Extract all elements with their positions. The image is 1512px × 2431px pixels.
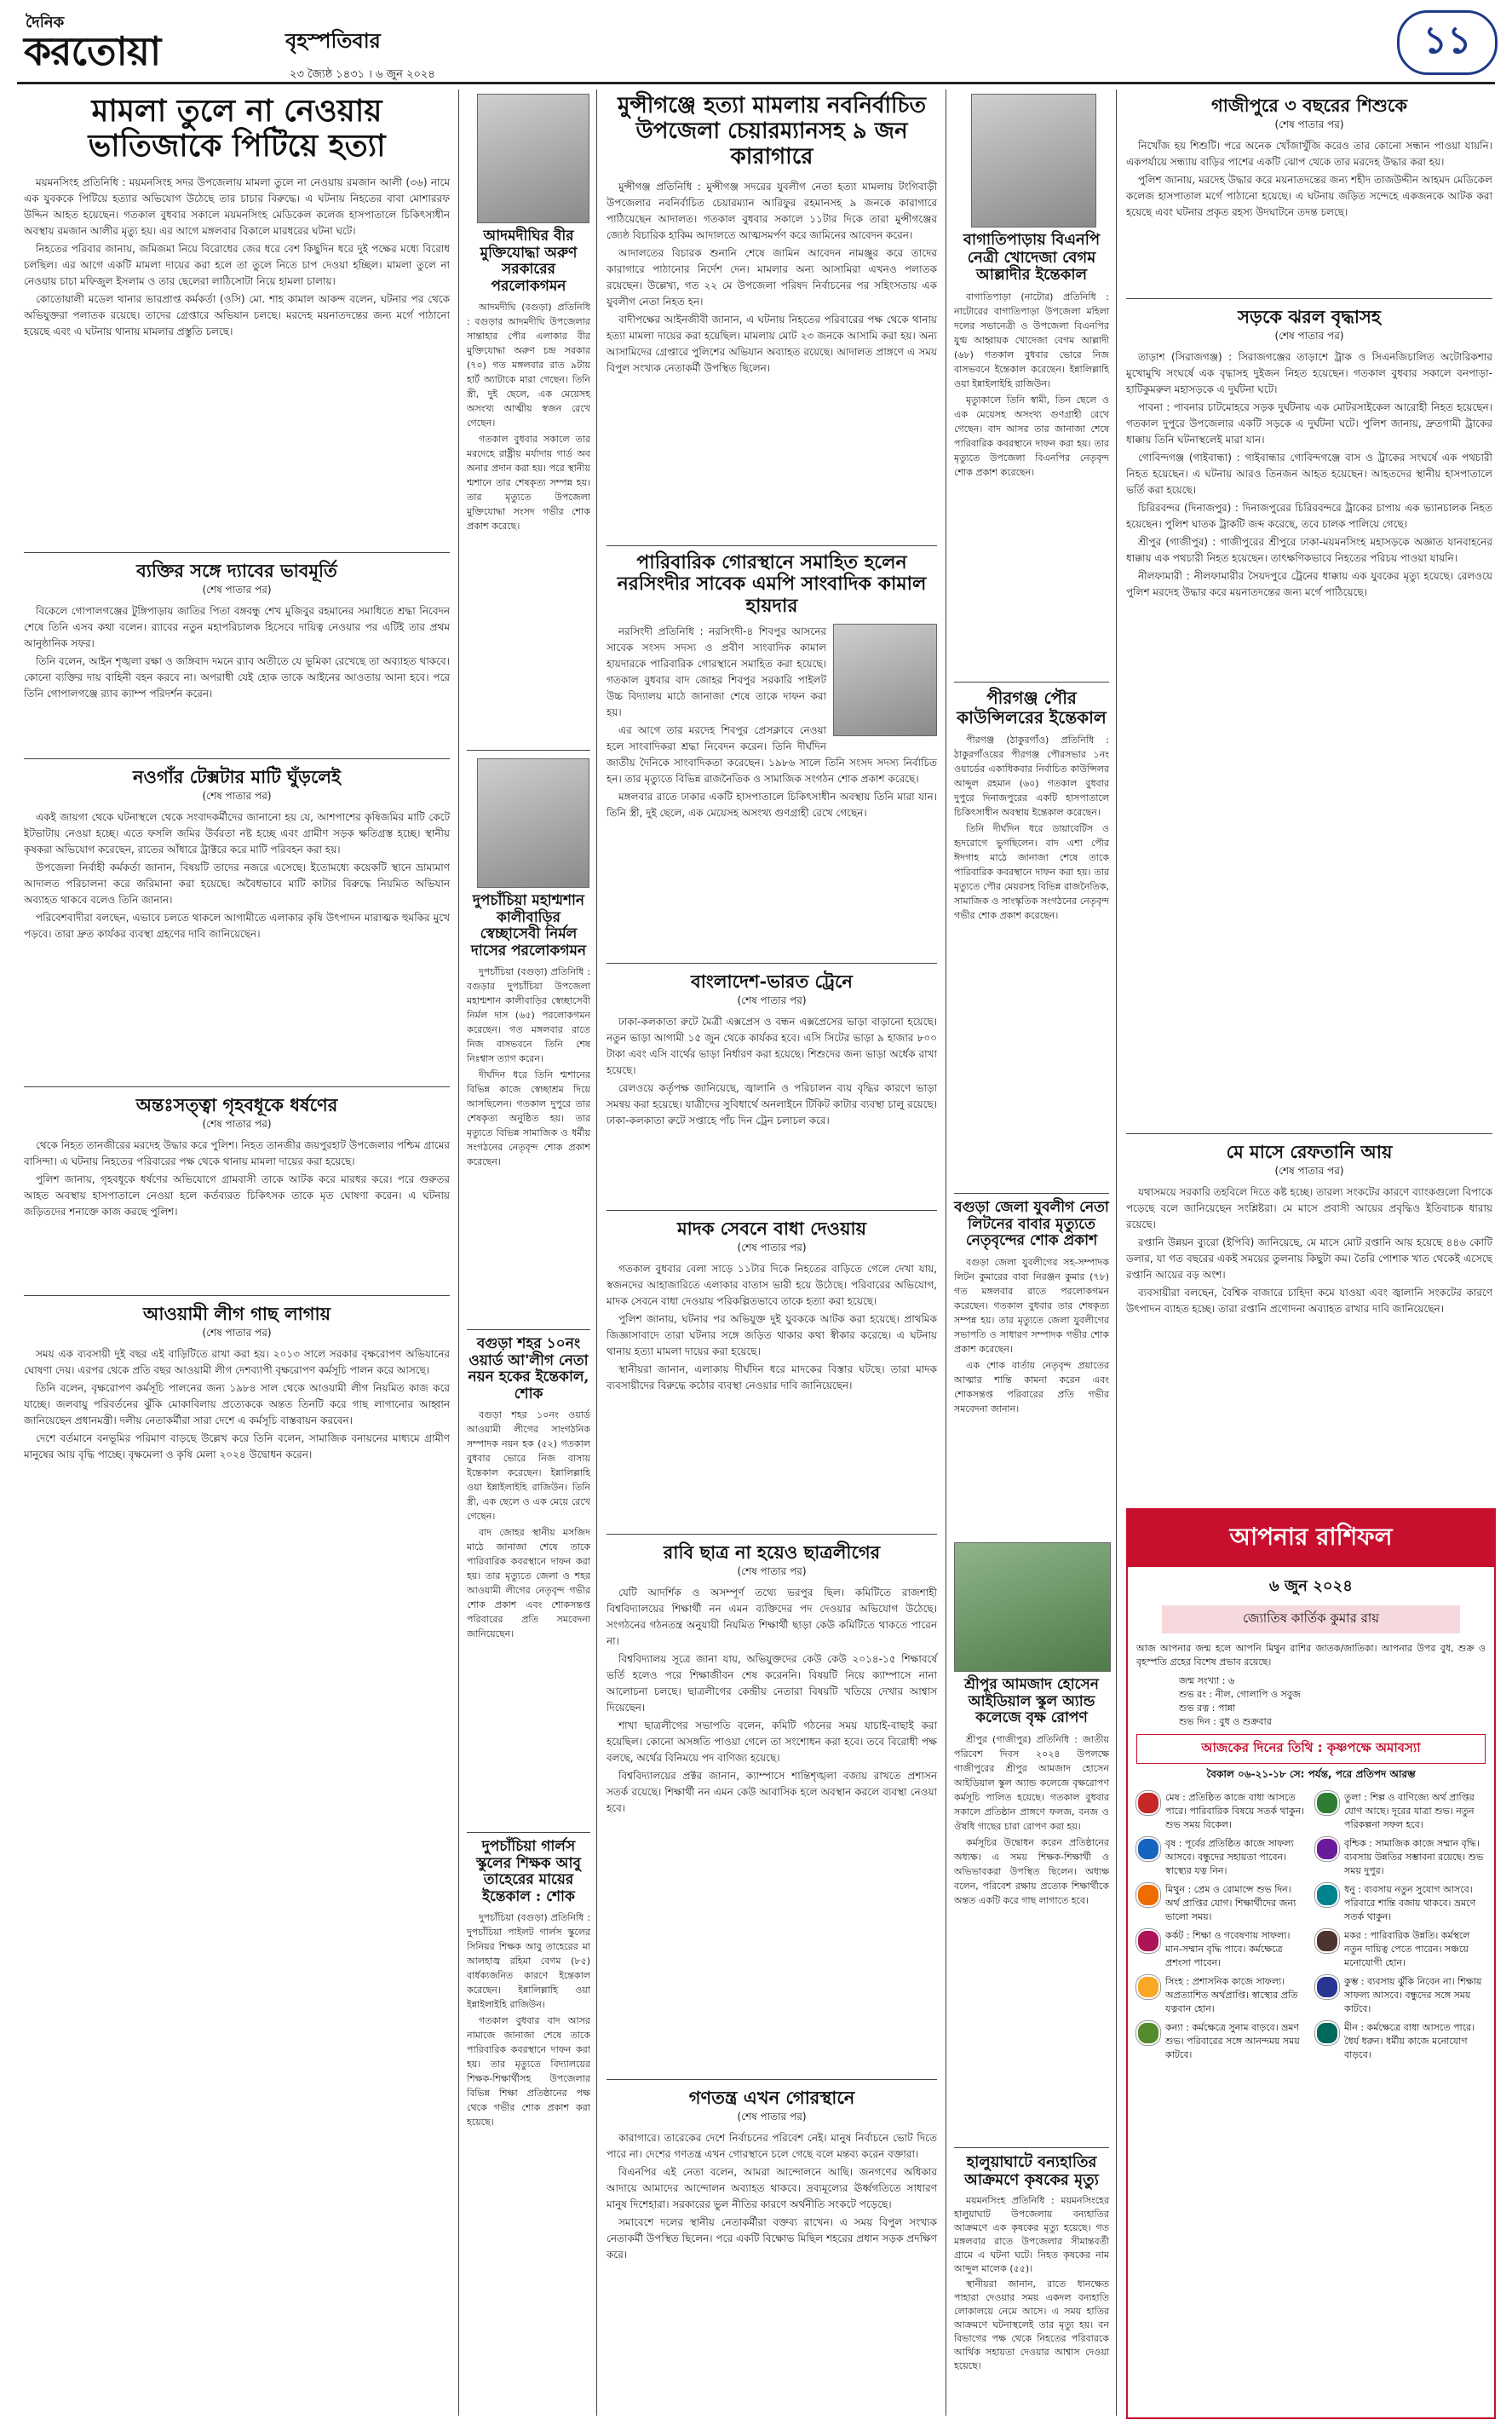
obituary-photo — [971, 94, 1096, 228]
section-rule — [467, 1329, 590, 1330]
section-rule — [24, 1086, 450, 1087]
story-headline: দুপচাঁচিয়া গার্লস স্কুলের শিক্ষক আবু তাহেরের মায়ের ইন্তেকাল : শোক — [476, 1838, 581, 1905]
story-paragraph: আদালতের বিচারক শুনানি শেষে জামিন আবেদন নামঞ্জুর করে তাদের কারাগারে পাঠানোর নির্দেশ দেন। মামলার অন্য আসামিরা এখনও পলাতক রয়েছেন। উল্লেখ্য, গত ২২ মে উপজেলা পরিষদ নির্বাচনের পর সহিংসতায় এক যুবলীগ নেতা নিহত হন। — [607, 246, 937, 308]
story-paragraph: এর আগে তার মরদেহ শিবপুর প্রেসক্লাবে নেওয়া হলে সাংবাদিকরা শ্রদ্ধা নিবেদন করেন। তিনি দীর্ঘদিন জাতীয় দৈনিকে সাংবাদিকতা করেছেন। ১৯৮৬ সালে তিনি সংসদ সদস্য নির্বাচিত হন। তার মৃত্যুতে বিভিন্ন রাজনৈতিক ও সামাজিক সংগঠন শোক প্রকাশ করেছে। — [607, 723, 937, 785]
story-headline: হালুয়াঘাটে বন্যহাতির আক্রমণে কৃষকের মৃত্যু — [964, 2153, 1099, 2189]
story-paragraph: বিশ্ববিদ্যালয়ের প্রক্টর জানান, ক্যাম্পাসে শান্তিশৃঙ্খলা বজায় রাখতে প্রশাসন সতর্ক রয়েছে। শিক্ষার্থী নন এমন কেউ আবাসিক হলে অবস্থান করলে ব্যবস্থা নেওয়া হবে। — [607, 1770, 937, 1814]
story-paragraph: মৃত্যুকালে তিনি স্বামী, তিন ছেলে ও এক মেয়েসহ অসংখ্য গুণগ্রাহী রেখে গেছেন। বাদ আসর তার জানাজা শেষে পারিবারিক কবরস্থানে দাফন করা হয়। তার মৃত্যুতে উপজেলা বিএনপির নেতৃবৃন্দ শোক প্রকাশ করেছেন। — [954, 395, 1109, 479]
story-body — [954, 1255, 1109, 1416]
story-body — [607, 1014, 937, 1129]
story-body — [24, 1346, 450, 1463]
story-body — [467, 1910, 590, 2129]
continued-label: (শেষ পাতার পর) — [1274, 118, 1344, 130]
story-s22 — [1126, 305, 1492, 602]
story-body — [607, 1261, 937, 1394]
story-paragraph: মুন্সীগঞ্জ প্রতিনিধি : মুন্সীগঞ্জ সদরের যুবলীগ নেতা হত্যা মামলায় টংগিবাড়ী উপজেলার নবনির্বাচিত চেয়ারম্যান আরিফুর রহমানসহ ৯ জনকে কারাগারে পাঠিয়েছেন আদালত। গতকাল বুধবার সকালে ১১টার দিকে তারা মুন্সীগঞ্জের জ্যেষ্ঠ বিচারিক হাকিম আদালতে আত্মসমর্পণ করে জামিনের আবেদন করেন। — [607, 180, 937, 241]
story-paragraph: দুপচাঁচিয়া (বগুড়া) প্রতিনিধি : দুপচাঁচিয়া পাইলট গার্লস স্কুলের সিনিয়র শিক্ষক আবু তাহেরের মা আলহাজ্ব রহিমা বেগম (৮৫) বার্ধক্যজনিত কারণে ইন্তেকাল করেছেন। ইন্নালিল্লাহি ওয়া ইন্নাইলাইহি রাজিউন। — [467, 1912, 590, 2011]
section-rule — [954, 682, 1109, 683]
issue-date: ২৩ জ্যৈষ্ঠ ১৪৩১ । ৬ জুন ২০২৪ — [290, 68, 435, 81]
obituary-photo — [477, 758, 589, 888]
story-paragraph: রেলওয়ে কর্তৃপক্ষ জানিয়েছে, জ্বালানি ও পরিচালন ব্যয় বৃদ্ধির কারণে ভাড়া সমন্বয় করা হয়েছে। যাত্রীদের সুবিধার্থে অনলাইনে টিকিট কাটার ব্যবস্থা চালু রয়েছে। ঢাকা-কলকাতা রুটে সপ্তাহে পাঁচ দিন ট্রেন চলাচল করে। — [607, 1082, 937, 1126]
zodiac-sign-icon — [1136, 2021, 1160, 2045]
story-s3 — [24, 765, 450, 944]
meta-row: শুভ দিন : বুধ ও শুক্রবার — [1179, 1716, 1272, 1727]
story-body — [607, 2130, 937, 2263]
story-paragraph: যথাসময়ে সরকারি তহবিলে দিতে কষ্ট হচ্ছে। তারল্য সংকটের কারণে ব্যাংকগুলো বিপাকে পড়েছে বলে জানিয়েছেন সংশ্লিষ্টরা। মে মাসে প্রবাসী আয়ের প্রবৃদ্ধিও ইতিবাচক ধারায় রয়েছে। — [1126, 1186, 1492, 1230]
story-headline: পীরগঞ্জ পৌর কাউন্সিলরের ইন্তেকাল — [957, 688, 1107, 728]
story-paragraph: রপ্তানি উন্নয়ন ব্যুরো (ইপিবি) জানিয়েছে, মে মাসে মোট রপ্তানি আয় হয়েছে ৪৪৬ কোটি ডলার, যা গত বছরের একই সময়ের তুলনায় কিছুটা কম। তৈরি পোশাক খাত থেকেই এসেছে রপ্তানি আয়ের বড় অংশ। — [1126, 1236, 1492, 1281]
zodiac-sign-icon — [1315, 1883, 1339, 1907]
story-paragraph: ব্যবসায়ীরা বলছেন, বৈশ্বিক বাজারে চাহিদা কমে যাওয়া এবং জ্বালানি সংকটের কারণে উৎপাদন ব্যাহত হচ্ছে। তারা রপ্তানি প্রণোদনা অব্যাহত রাখার দাবি জানিয়েছেন। — [1126, 1287, 1492, 1315]
section-rule — [607, 1210, 937, 1211]
continued-label: (শেষ পাতার পর) — [202, 1118, 272, 1130]
story-paragraph: পুলিশ জানায়, ঘটনার পর অভিযুক্ত দুই যুবককে আটক করা হয়েছে। প্রাথমিক জিজ্ঞাসাবাদে তারা ঘটনার সঙ্গে জড়িত থাকার কথা স্বীকার করেছে। এ ঘটনায় থানায় হত্যা মামলা দায়ের করা হয়েছে। — [607, 1313, 937, 1357]
story-paragraph: ময়মনসিংহ প্রতিনিধি : ময়মনসিংহ সদর উপজেলায় মামলা তুলে না নেওয়ায় রমজান আলী (৩৬) নামে এক যুবককে পিটিয়ে হত্যার অভিযোগ উঠেছে তার চাচার বিরুদ্ধে। এ ঘটনায় নিহতের বাবা মোশাররফ উদ্দিন আহত হয়েছেন। গতকাল বুধবার সকালে ময়মনসিংহ মেডিকেল কলেজ হাসপাতালে চিকিৎসাধীন অবস্থায় রমজান আলীর মৃত্যু হয়। এর আগে মঙ্গলবার বিকালে মারধরের ঘটনা ঘটে। — [24, 176, 450, 237]
meta-value: নীল, গোলাপি ও সবুজ — [1215, 1689, 1301, 1700]
story-paragraph: কোতোয়ালী মডেল থানার ভারপ্রাপ্ত কর্মকর্তা (ওসি) মো. শাহ কামাল আকন্দ বলেন, ঘটনার পর থেকে অভিযুক্তরা পলাতক রয়েছে। তাদের গ্রেপ্তারে অভিযান চলছে। মরদেহ ময়নাতদন্তের জন্য মর্গে পাঠানো হয়েছে এবং এ ঘটনায় থানায় মামলার প্রস্তুতি চলছে। — [24, 292, 450, 337]
zodiac-sign-icon — [1315, 1791, 1339, 1815]
section-rule — [24, 552, 450, 553]
story-paragraph: তিনি বলেন, আইন শৃঙ্খলা রক্ষা ও জঙ্গিবাদ দমনে র‍্যাব অতীতে যে ভূমিকা রেখেছে তা অব্যাহত থাকবে। কোনো ব্যক্তির দায় বাহিনী বহন করবে না। অপরাধী যেই হোক তাকে আইনের আওতায় আনা হবে। পরে তিনি গোপালগঞ্জে র‍্যাব ক্যাম্প পরিদর্শন করেন। — [24, 655, 450, 700]
story-paragraph: সমাবেশে দলের স্থানীয় নেতাকর্মীরা বক্তব্য রাখেন। এ সময় বিপুল সংখ্যক নেতাকর্মী উপস্থিত ছিলেন। পরে একটি বিক্ষোভ মিছিল শহরের প্রধান সড়ক প্রদক্ষিণ করে। — [607, 2216, 937, 2261]
meta-row: শুভ রত্ন : পান্না — [1179, 1702, 1236, 1714]
story-headline: মুন্সীগঞ্জে হত্যা মামলায় নবনির্বাচিত উপজেলা চেয়ারম্যানসহ ৯ জন কারাগারে — [617, 93, 926, 170]
zodiac-item — [1136, 1929, 1307, 1970]
story-s1 — [24, 94, 450, 342]
story-headline: দুপচাঁচিয়া মহাশ্মশান কালীবাড়ির স্বেচ্ছাসেবী নির্মল দাসের পরলোকগমন — [470, 892, 587, 959]
zodiac-text: মিথুন : প্রেম ও রোমান্সে শুভ দিন। অর্থ প্রাপ্তির যোগ। শিক্ষার্থীদের জন্য ভালো সময়। — [1165, 1884, 1296, 1922]
story-s9 — [467, 1839, 590, 2131]
section-rule — [954, 1193, 1109, 1194]
section-rule — [607, 963, 937, 964]
story-s10 — [607, 94, 937, 378]
zodiac-text: কর্কট : শিক্ষা ও গবেষণায় সাফল্য। মান-সম্মান বৃদ্ধি পাবে। কর্মক্ষেত্রে প্রশংসা পাবেন। — [1165, 1930, 1291, 1968]
story-headline: বগুড়া জেলা যুবলীগ নেতা লিটনের বাবার মৃত্যুতে নেতৃবৃন্দের শোক প্রকাশ — [954, 1199, 1109, 1250]
story-s17 — [954, 688, 1109, 925]
story-body — [607, 179, 937, 377]
story-s13 — [607, 1217, 937, 1396]
story-headline: বাংলাদেশ-ভারত ট্রেনে — [691, 971, 853, 992]
story-body — [24, 809, 450, 942]
section-rule — [467, 750, 590, 751]
section-rule — [607, 1534, 937, 1535]
section-rule — [24, 758, 450, 759]
story-s7 — [467, 893, 590, 1171]
story-paragraph: উপজেলা নির্বাহী কর্মকর্তা জানান, বিষয়টি তাদের নজরে এসেছে। ইতোমধ্যে কয়েকটি স্থানে ভ্রাম্যমাণ আদালত পরিচালনা করে জরিমানা করা হয়েছে। অবৈধভাবে মাটি কাটার বিরুদ্ধে নিয়মিত অভিযান অব্যাহত থাকবে বলেও তিনি জানান। — [24, 861, 450, 906]
story-paragraph: আদমদীঘি (বগুড়া) প্রতিনিধি : বগুড়ার আদমদীঘি উপজেলার সান্তাহার পৌর এলাকার বীর মুক্তিযোদ্ধা অরুণ চন্দ্র সরকার (৭০) গত মঙ্গলবার রাত ৯টায় হার্ট অ্যাটাকে মারা গেছেন। তিনি স্ত্রী, দুই ছেলে, এক মেয়েসহ অসংখ্য আত্মীয় স্বজন রেখে গেছেন। — [467, 302, 590, 429]
weekday: বৃহস্পতিবার — [285, 28, 381, 53]
story-body — [24, 175, 450, 340]
meta-label: জন্ম সংখ্যা — [1179, 1675, 1220, 1686]
zodiac-grid — [1128, 1791, 1494, 2062]
story-body — [954, 290, 1109, 480]
story-paragraph: শ্রীপুর (গাজীপুর) : গাজীপুরের শ্রীপুরে ঢাকা-ময়মনসিংহ মহাসড়কে অজ্ঞাত যানবাহনের ধাক্কায় এক পথচারী নিহত হয়েছেন। তাৎক্ষণিকভাবে নিহতের পরিচয় পাওয়া যায়নি। — [1126, 536, 1492, 564]
story-paragraph: বগুড়া জেলা যুবলীগের সহ-সম্পাদক লিটন কুমারের বাবা নিরঞ্জন কুমার (৭৮) গত মঙ্গলবার রাতে পরলোকগমন করেছেন। গতকাল বুধবার তার শেষকৃত্য সম্পন্ন হয়। তার মৃত্যুতে জেলা যুবলীগের সভাপতি ও সাধারণ সম্পাদক গভীর শোক প্রকাশ করেছেন। — [954, 1256, 1109, 1355]
continued-label: (শেষ পাতার পর) — [202, 790, 272, 802]
story-paragraph: গতকাল বুধবার বাদ আসর নামাজে জানাজা শেষে তাকে পারিবারিক কবরস্থানে দাফন করা হয়। তার মৃত্যুতে বিদ্যালয়ের শিক্ষক-শিক্ষার্থীসহ উপজেলার বিভিন্ন শিক্ষা প্রতিষ্ঠানের পক্ষ থেকে গভীর শোক প্রকাশ করা হয়েছে। — [467, 2015, 590, 2129]
section-rule — [1126, 298, 1492, 299]
story-s12 — [607, 970, 937, 1131]
section-rule — [607, 2079, 937, 2080]
story-paragraph: গতকাল বুধবার সকালে তার মরদেহে রাষ্ট্রীয় মর্যাদায় গার্ড অব অনার প্রদান করা হয়। পরে স্থানীয় শ্মশানে তার শেষকৃত্য সম্পন্ন হয়। তার মৃত্যুতে উপজেলা মুক্তিযোদ্ধা সংসদ গভীর শোক প্রকাশ করেছে। — [467, 434, 590, 533]
story-s4 — [24, 1093, 450, 1222]
story-body — [467, 1408, 590, 1641]
continued-label: (শেষ পাতার পর) — [737, 1241, 807, 1253]
story-paragraph: একই জায়গা থেকে ঘটনাস্থলে থেকে সংবাদকর্মীদের জানানো হয় যে, আশপাশের কৃষিজমির মাটি কেটে ইটভাটায় নেওয়া হচ্ছে। এতে ফসলি জমির উর্বরতা নষ্ট হচ্ছে এবং গ্রামীণ সড়ক ক্ষতিগ্রস্ত হচ্ছে। স্থানীয় কৃষকরা অভিযোগ করেছেন, রাতের আঁধারে ট্রাক্টরে করে মাটি পরিবহন করা হয়। — [24, 811, 450, 855]
story-paragraph: নিখোঁজ হয় শিশুটি। পরে অনেক খোঁজাখুঁজি করেও তার কোনো সন্ধান পাওয়া যায়নি। একপর্যায়ে সন্ধ্যায় বাড়ির পাশের একটি ঝোপ থেকে তার মরদেহ উদ্ধার করা হয়। — [1126, 140, 1492, 168]
story-paragraph: শ্রীপুর (গাজীপুর) প্রতিনিধি : জাতীয় পরিবেশ দিবস ২০২৪ উপলক্ষে গাজীপুরের শ্রীপুর আমজাদ হোসেন আইডিয়াল স্কুল অ্যান্ড কলেজে বৃক্ষরোপণ কর্মসূচি পালিত হয়েছে। গতকাল বুধবার সকালে প্রতিষ্ঠান প্রাঙ্গণে ফলজ, বনজ ও ঔষধি গাছের চারা রোপণ করা হয়। — [954, 1733, 1109, 1832]
story-body — [1126, 138, 1492, 221]
meta-row: শুভ রং : নীল, গোলাপি ও সবুজ — [1179, 1689, 1301, 1700]
story-s5 — [24, 1302, 450, 1465]
continued-label: (শেষ পাতার পর) — [202, 1327, 272, 1339]
meta-value: পান্না — [1217, 1702, 1236, 1714]
zodiac-item — [1136, 1883, 1307, 1924]
story-headline: বাগাতিপাড়ায় বিএনপি নেত্রী খোদেজা বেগম আল্লাদীর ইন্তেকাল — [963, 231, 1101, 285]
meta-value: বুধ ও শুক্রবার — [1219, 1716, 1272, 1727]
story-headline: শ্রীপুর আমজাদ হোসেন আইডিয়াল স্কুল অ্যান্ড কলেজে বৃক্ষ রোপণ — [964, 1676, 1099, 1727]
story-headline: মে মাসে রেফতানি আয় — [1226, 1141, 1393, 1162]
story-body — [467, 965, 590, 1169]
zodiac-item — [1136, 1837, 1307, 1878]
page-number: ১১ — [1423, 18, 1472, 62]
story-paragraph: তাড়াশ (সিরাজগঞ্জ) : সিরাজগঞ্জের তাড়াশে ট্রাক ও সিএনজিচালিত অটোরিকশার মুখোমুখি সংঘর্ষে এক বৃদ্ধাসহ দুইজন নিহত হয়েছেন। গতকাল বুধবার সকালে বনপাড়া-হাটিকুমরুল মহাসড়কে এ দুর্ঘটনা ঘটে। — [1126, 351, 1492, 395]
story-paragraph: বিশ্ববিদ্যালয় সূত্রে জানা যায়, অভিযুক্তদের কেউ কেউ ২০১৪-১৫ শিক্ষাবর্ষে ভর্তি হলেও পরে শিক্ষাজীবন শেষ করেননি। বিষয়টি নিয়ে ক্যাম্পাসে নানা আলোচনা চলছে। ছাত্রলীগের কেন্দ্রীয় নেতারা বিষয়টি খতিয়ে দেখার আশ্বাস দিয়েছেন। — [607, 1653, 937, 1714]
zodiac-text: মকর : পারিবারিক উন্নতি। কর্মস্থলে নতুন দায়িত্ব পেতে পারেন। সঞ্চয়ে মনোযোগী হোন। — [1344, 1930, 1470, 1968]
zodiac-item — [1136, 1791, 1307, 1832]
zodiac-sign-icon — [1136, 1883, 1160, 1907]
zodiac-item — [1136, 1975, 1307, 2016]
story-body — [24, 603, 450, 702]
story-paragraph: সময় এক ব্যবসায়ী দুই বছর এই বাড়িটিতে রাখা করা হয়। ২০১৩ সালে সরকার বৃক্ষরোপণ অভিযানের ঘোষণা দেয়। এরপর থেকে প্রতি বছর আওয়ামী লীগ দেশব্যাপী বৃক্ষরোপণ কর্মসূচি পালন করে আসছে। — [24, 1348, 450, 1376]
obituary-photo — [477, 94, 589, 223]
story-headline: পারিবারিক গোরস্থানে সমাহিত হলেন নরসিংদীর সাবেক এমপি সাংবাদিক কামাল হায়দার — [617, 551, 927, 617]
story-paragraph: পীরগঞ্জ (ঠাকুরগাঁও) প্রতিনিধি : ঠাকুরগাঁওয়ের পীরগঞ্জ পৌরসভার ১নং ওয়ার্ডের একাধিকবার নির্বাচিত কাউন্সিলর আব্দুল রহমান (৬০) গতকাল বুধবার দুপুরে দিনাজপুরের একটি হাসপাতালে চিকিৎসাধীন অবস্থায় ইন্তেকাল করেছেন। — [954, 734, 1109, 818]
story-body — [467, 300, 590, 533]
zodiac-text: তুলা : শিল্প ও বাণিজ্যে অর্থ প্রাপ্তির যোগ আছে। দূরের যাত্রা শুভ। নতুন পরিকল্পনা সফল হবে। — [1344, 1792, 1475, 1830]
zodiac-item — [1315, 1975, 1486, 2016]
story-body — [1126, 349, 1492, 601]
story-paragraph: দেশে বর্তমানে বনভূমির পরিমাণ বাড়ছে উল্লেখ করে তিনি বলেন, সামাজিক বনায়নের মাধ্যমে গ্রামীণ মানুষের আয় বৃদ্ধি পাচ্ছে। বৃক্ষমেলা ও কৃষি মেলা ২০২৪ উদ্বোধন করেন। — [24, 1432, 450, 1460]
story-headline: নওগাঁর টেক্সটার মাটি ঘুঁড়লেই — [133, 766, 341, 787]
story-paragraph: তিনি বলেন, বৃক্ষরোপণ কর্মসূচি পালনের জন্য ১৯৮৪ সাল থেকে আওয়ামী লীগ নিয়মিত কাজ করে যাচ্ছে। জলবায়ু পরিবর্তনের ঝুঁকি মোকাবিলায় প্রত্যেককে অন্তত তিনটি করে গাছ লাগানোর আহ্বান জানিয়েছেন প্রধানমন্ত্রী। দলীয় নেতাকর্মীরা সারা দেশে এ কর্মসূচি বাস্তবায়ন করবেন। — [24, 1382, 450, 1426]
story-body — [954, 1732, 1109, 1908]
story-body — [954, 733, 1109, 923]
story-paragraph: গতকাল বুধবার বেলা সাড়ে ১১টার দিকে নিহতের বাড়িতে গেলে দেখা যায়, স্বজনদের আহাজারিতে এলাকার বাতাস ভারী হয়ে উঠেছে। পরিবারের অভিযোগ, মাদক সেবনে বাধা দেওয়ায় পরিকল্পিতভাবে তাকে হত্যা করা হয়েছে। — [607, 1263, 937, 1307]
horoscope-date: ৬ জুন ২০২৪ — [1269, 1577, 1353, 1595]
tithi-banner: আজকের দিনের তিথি : কৃষ্ণপক্ষে অমাবস্যা — [1136, 1734, 1486, 1764]
story-paragraph: স্থানীয়রা জানান, রাতে ধানক্ষেত পাহারা দেওয়ার সময় একদল বন্যহাতি লোকালয়ে নেমে আসে। এ সময় হাতির আক্রমণে ঘটনাস্থলেই তার মৃত্যু হয়। বন বিভাগের পক্ষ থেকে নিহতের পরিবারকে আর্থিক সহায়তা দেওয়ার আশ্বাস দেওয়া হয়েছে। — [954, 2278, 1109, 2372]
story-s16 — [954, 232, 1109, 481]
story-body — [1126, 1184, 1492, 1317]
continued-label: (শেষ পাতার পর) — [737, 994, 807, 1006]
section-rule — [1126, 1133, 1492, 1134]
zodiac-sign-icon — [1136, 1929, 1160, 1953]
meta-label: শুভ রং — [1179, 1689, 1206, 1700]
section-rule — [607, 545, 937, 546]
story-paragraph: এক শোক বার্তায় নেতৃবৃন্দ প্রয়াতের আত্মার শান্তি কামনা করেন এবং শোকসন্তপ্ত পরিবারের প্রতি গভীর সমবেদনা জানান। — [954, 1359, 1109, 1414]
story-s23 — [1126, 1140, 1492, 1319]
zodiac-text: মীন : কর্মক্ষেত্রে বাধা আসতে পারে। ধৈর্য ধরুন। ধর্মীয় কাজে মনোযোগ বাড়বে। — [1344, 2022, 1475, 2060]
story-headline: গণতন্ত্র এখন গোরস্থানে — [688, 2087, 855, 2108]
zodiac-text: মেষ : প্রতিষ্ঠিত কাজে বাধা আসতে পারে। পারিবারিক বিষয়ে সতর্ক থাকুন। শুভ সময় বিকেল। — [1165, 1792, 1305, 1830]
story-headline: আদমদীঘির বীর মুক্তিযোদ্ধা অরুণ সরকারের পরলোকগমন — [480, 228, 578, 295]
story-paragraph: থেকে নিহত তানজীরের মরদেহ উদ্ধার করে পুলিশ। নিহত তানজীর জয়পুরহাট উপজেলার পশ্চিম গ্রামের বাসিন্দা। এ ঘটনায় নিহতের পরিবারের পক্ষ থেকে থানায় মামলা দায়ের করা হয়েছে। — [24, 1139, 450, 1167]
story-paragraph: বিএনপির এই নেতা বলেন, আমরা আন্দোলনে আছি। জনগণের অধিকার আদায়ে আমাদের আন্দোলন অব্যাহত থাকবে। দ্রব্যমূল্যের ঊর্ধ্বগতিতে সাধারণ মানুষ দিশেহারা। সরকারের ভুল নীতির কারণে অর্থনীতি সংকটে পড়েছে। — [607, 2166, 937, 2210]
story-paragraph: কর্মসূচির উদ্বোধন করেন প্রতিষ্ঠানের অধ্যক্ষ। এ সময় শিক্ষক-শিক্ষার্থী ও অভিভাবকরা উপস্থিত ছিলেন। অধ্যক্ষ বলেন, পরিবেশ রক্ষায় প্রত্যেক শিক্ষার্থীকে অন্তত একটি করে গাছ লাগাতে হবে। — [954, 1836, 1109, 1906]
story-headline: ব্যক্তির সঙ্গে দ্যাবের ভাবমূর্তি — [136, 560, 337, 581]
story-s6 — [467, 228, 590, 535]
continued-label: (শেষ পাতার পর) — [1274, 330, 1344, 342]
story-headline: রাবি ছাত্র না হয়েও ছাত্রলীগের — [663, 1541, 881, 1563]
story-s15 — [607, 2086, 937, 2265]
story-paragraph: স্থানীয়রা জানান, এলাকায় দীর্ঘদিন ধরে মাদকের বিস্তার ঘটছে। তারা মাদক ব্যবসায়ীদের বিরুদ্ধে কঠোর ব্যবস্থা নেওয়ার দাবি জানিয়েছেন। — [607, 1363, 937, 1391]
meta-label: শুভ দিন — [1179, 1716, 1210, 1727]
meta-row: জন্ম সংখ্যা : ৬ — [1179, 1675, 1235, 1686]
continued-label: (শেষ পাতার পর) — [737, 2111, 807, 2123]
story-paragraph: চিরিরবন্দর (দিনাজপুর) : দিনাজপুরের চিরিরবন্দরে ট্রাকের চাপায় এক ভ্যানচালক নিহত হয়েছেন। পুলিশ ঘাতক ট্রাকটি জব্দ করেছে, তবে চালক পালিয়ে গেছে। — [1126, 502, 1492, 530]
section-rule — [24, 1295, 450, 1296]
zodiac-text: বৃশ্চিক : সামাজিক কাজে সম্মান বৃদ্ধি। ব্যবসায় উন্নতির সম্ভাবনা রয়েছে। শুভ সময় দুপুর। — [1344, 1838, 1484, 1876]
zodiac-item — [1136, 2021, 1307, 2062]
story-paragraph: দীর্ঘদিন ধরে তিনি শ্মশানের বিভিন্ন কাজে স্বেচ্ছাশ্রম দিয়ে আসছিলেন। গতকাল দুপুরে তার শেষকৃত্য অনুষ্ঠিত হয়। তার মৃত্যুতে বিভিন্ন সামাজিক ও ধর্মীয় সংগঠনের নেতৃবৃন্দ শোক প্রকাশ করেছেন। — [467, 1069, 590, 1168]
story-s21 — [1126, 94, 1492, 222]
zodiac-sign-icon — [1315, 1929, 1339, 1953]
story-headline: সড়কে ঝরল বৃদ্ধাসহ — [1238, 306, 1381, 327]
meta-label: শুভ রত্ন — [1179, 1702, 1210, 1714]
zodiac-text: ধনু : ব্যবসায় নতুন সুযোগ আসবে। পরিবারে শান্তি বজায় থাকবে। ভ্রমণে সতর্ক থাকুন। — [1344, 1884, 1476, 1922]
horoscope-meta — [1128, 1673, 1494, 1734]
story-headline: বগুড়া শহর ১০নং ওয়ার্ড আ'লীগ নেতা নয়ন হকের ইন্তেকাল, শোক — [468, 1335, 589, 1403]
zodiac-item — [1315, 1837, 1486, 1878]
story-paragraph: নীলফামারী : নীলফামারীর সৈয়দপুরে ট্রেনের ধাক্কায় এক যুবকের মৃত্যু হয়েছে। রেলওয়ে পুলিশ মরদেহ উদ্ধার করে ময়নাতদন্তের জন্য মর্গে পাঠিয়েছে। — [1126, 570, 1492, 598]
event-photo — [954, 1542, 1111, 1672]
col-divider — [596, 89, 597, 2416]
story-paragraph: পাবনা : পাবনার চাটমোহরে সড়ক দুর্ঘটনায় এক মোটরসাইকেল আরোহী নিহত হয়েছেন। গতকাল দুপুরে উপজেলার একটি সড়কে এ দুর্ঘটনা ঘটে। পুলিশ জানায়, দ্রুতগামী ট্রাকের ধাক্কায় তিনি ঘটনাস্থলেই মারা যান। — [1126, 401, 1492, 446]
continued-label: (শেষ পাতার পর) — [737, 1565, 807, 1577]
zodiac-sign-icon — [1315, 1837, 1339, 1861]
story-headline: আওয়ামী লীগ গাছ লাগায় — [143, 1303, 331, 1324]
story-s11 — [607, 552, 937, 823]
story-paragraph: বাগাতিপাড়া (নাটোর) প্রতিনিধি : নাটোরের বাগাতিপাড়া উপজেলা মহিলা দলের সভানেত্রী ও উপজেলা বিএনপির যুগ্ম আহ্বায়ক খোদেজা বেগম আল্লাদী (৬৮) গতকাল বুধবার ভোরে নিজ বাসভবনে ইন্তেকাল করেছেন। ইন্নালিল্লাহি ওয়া ইন্নাইলাইহি রাজিউন। — [954, 291, 1109, 390]
story-headline: গাজীপুরে ৩ বছরের শিশুকে — [1210, 95, 1408, 116]
zodiac-sign-icon — [1136, 1791, 1160, 1815]
story-paragraph: পুলিশ জানায়, মরদেহ উদ্ধার করে ময়নাতদন্তের জন্য শহীদ তাজউদ্দীন আহমদ মেডিকেল কলেজ হাসপাতাল মর্গে পাঠানো হয়েছে। এ ঘটনায় জড়িত সন্দেহে একজনকে আটক করা হয়েছে এবং ঘটনার প্রকৃত রহস্য উদঘাটনে তদন্ত চলছে। — [1126, 174, 1492, 218]
col-divider — [458, 89, 459, 2416]
story-paragraph: মঙ্গলবার রাতে ঢাকার একটি হাসপাতালে চিকিৎসাধীন অবস্থায় তিনি মারা যান। তিনি স্ত্রী, দুই ছেলে, এক মেয়েসহ অসংখ্য গুণগ্রাহী রেখে গেছেন। — [607, 790, 937, 819]
story-paragraph: পুলিশ জানায়, গৃহবধূকে ধর্ষণের অভিযোগে গ্রামবাসী তাকে আটক করে মারধর করে। পরে গুরুতর আহত অবস্থায় হাসপাতালে নেওয়া হলে কর্তব্যরত চিকিৎসক তাকে মৃত ঘোষণা করেন। এ ঘটনায় জড়িতদের শনাক্তে কাজ করছে পুলিশ। — [24, 1173, 450, 1218]
masthead — [0, 0, 1512, 82]
story-body — [24, 1138, 450, 1220]
story-paragraph: পরিবেশবাদীরা বলছেন, এভাবে চলতে থাকলে আগামীতে এলাকার কৃষি উৎপাদন মারাত্মক হুমকির মুখে পড়বে। তারা দ্রুত কার্যকর ব্যবস্থা গ্রহণের দাবি জানিয়েছেন। — [24, 912, 450, 940]
story-s2 — [24, 559, 450, 704]
zodiac-sign-icon — [1315, 1975, 1339, 1999]
meta-value: ৬ — [1227, 1675, 1235, 1686]
zodiac-item — [1315, 2021, 1486, 2062]
story-headline: মাদক সেবনে বাধা দেওয়ায় — [677, 1218, 866, 1239]
story-paragraph: বিকেলে গোপালগঞ্জের টুঙ্গিপাড়ায় জাতির পিতা বঙ্গবন্ধু শেখ মুজিবুর রহমানের সমাধিতে শ্রদ্ধা নিবেদন শেষে তিনি এসব কথা বলেন। র‍্যাবের নতুন মহাপরিচালক হিসেবে দায়িত্ব নেওয়ার পর এটিই তার প্রথম আনুষ্ঠানিক সফর। — [24, 605, 450, 649]
horoscope-title: আপনার রাশিফল — [1128, 1510, 1494, 1567]
story-s14 — [607, 1541, 937, 1818]
story-paragraph: ময়মনসিংহ প্রতিনিধি : ময়মনসিংহের হালুয়াঘাট উপজেলায় বন্যহাতির আক্রমণে এক কৃষকের মৃত্যু হয়েছে। গত মঙ্গলবার রাতে উপজেলার সীমান্তবর্তী গ্রামে এ ঘটনা ঘটে। নিহত কৃষকের নাম আব্দুল মালেক (৫৫)। — [954, 2195, 1109, 2275]
story-paragraph: দুপচাঁচিয়া (বগুড়া) প্রতিনিধি : বগুড়ার দুপচাঁচিয়া উপজেলা মহাশ্মশান কালীবাড়ির স্বেচ্ছাসেবী নির্মল দাস (৬৫) পরলোকগমন করেছেন। গত মঙ্গলবার রাতে নিজ বাসভবনে তিনি শেষ নিঃশ্বাস ত্যাগ করেন। — [467, 966, 590, 1065]
logo: করতোয়া — [24, 28, 161, 74]
story-s19 — [954, 1677, 1109, 1910]
story-paragraph: শাখা ছাত্রলীগের সভাপতি বলেন, কমিটি গঠনের সময় যাচাই-বাছাই করা হয়েছিল। কোনো অসঙ্গতি পাওয়া গেলে তা সংশোধন করা হবে। তবে বিরোধী পক্ষ বলছে, অর্থের বিনিময়ে পদ বাণিজ্য হয়েছে। — [607, 1720, 937, 1764]
zodiac-item — [1315, 1929, 1486, 1970]
story-paragraph: ঢাকা-কলকাতা রুটে মৈত্রী এক্সপ্রেস ও বন্ধন এক্সপ্রেসের ভাড়া বাড়ানো হয়েছে। নতুন ভাড়া আগামী ১৫ জুন থেকে কার্যকর হবে। এসি সিটের ভাড়া ৯ হাজার ৮০০ টাকা এবং এসি বার্থের ভাড়া নির্ধারণ করা হয়েছে। শিশুদের জন্য ভাড়া অর্ধেক রাখা হয়েছে। — [607, 1016, 937, 1076]
zodiac-text: কন্যা : কর্মক্ষেত্রে সুনাম বাড়বে। ভ্রমণ শুভ। পরিবারের সঙ্গে আনন্দময় সময় কাটবে। — [1165, 2022, 1300, 2060]
col-divider — [1116, 89, 1117, 2416]
story-paragraph: যেটি আদর্শিক ও অসম্পূর্ণ তথ্যে ভরপুর ছিল। কমিটিতে রাজশাহী বিশ্ববিদ্যালয়ের শিক্ষার্থী নন এমন ব্যক্তিদের পদ দেওয়ার অভিযোগ উঠেছে। সংগঠনের গঠনতন্ত্র অনুযায়ী নিয়মিত শিক্ষার্থী ছাড়া কেউ কমিটিতে থাকতে পারেন না। — [607, 1587, 937, 1647]
zodiac-text: কুম্ভ : ব্যবসায় ঝুঁকি নিবেন না। শিক্ষায় সাফল্য আসবে। বন্ধুদের সঙ্গে সময় কাটবে। — [1344, 1976, 1482, 2014]
story-headline: মামলা তুলে না নেওয়ায় ভাতিজাকে পিটিয়ে হত্যা — [88, 93, 386, 164]
continued-label: (শেষ পাতার পর) — [1274, 1165, 1344, 1177]
zodiac-sign-icon — [1136, 1837, 1160, 1861]
story-paragraph: নরসিংদী প্রতিনিধি : নরসিংদী-৪ শিবপুর আসনের সাবেক সংসদ সদস্য ও প্রবীণ সাংবাদিক কামাল হায়দারকে পারিবারিক গোরস্থানে সমাহিত করা হয়েছে। গতকাল বুধবার বাদ জোহর শিবপুর সরকারি পাইলট উচ্চ বিদ্যালয় মাঠে জানাজা শেষে তাকে দাফন করা হয়। — [607, 625, 826, 718]
story-s18 — [954, 1200, 1109, 1418]
story-s20 — [954, 2154, 1109, 2375]
story-paragraph: বাদ জোহর স্থানীয় মসজিদ মাঠে জানাজা শেষে তাকে পারিবারিক কবরস্থানে দাফন করা হয়। তার মৃত্যুতে জেলা ও শহর আওয়ামী লীগের নেতৃবৃন্দ গভীর শোক প্রকাশ এবং শোকসন্তপ্ত পরিবারের প্রতি সমবেদনা জানিয়েছেন। — [467, 1527, 590, 1640]
story-paragraph: গোবিন্দগঞ্জ (গাইবান্ধা) : গাইবান্ধার গোবিন্দগঞ্জে বাস ও ট্রাকের সংঘর্ষে এক পথচারী নিহত হয়েছেন। এ ঘটনায় আরও তিনজন আহত হয়েছেন। আহতদের স্থানীয় হাসপাতালে ভর্তি করা হয়েছে। — [1126, 452, 1492, 496]
story-paragraph: বগুড়া শহর ১০নং ওয়ার্ড আওয়ামী লীগের সাংগঠনিক সম্পাদক নয়ন হক (৫২) গতকাল বুধবার ভোরে নিজ বাসায় ইন্তেকাল করেছেন। ইন্নালিল্লাহি ওয়া ইন্নাইলাইহি রাজিউন। তিনি স্ত্রী, এক ছেলে ও এক মেয়ে রেখে গেছেন। — [467, 1409, 590, 1523]
zodiac-text: সিংহ : প্রশাসনিক কাজে সাফল্য। অপ্রত্যাশিত অর্থপ্রাপ্তি। স্বাস্থ্যের প্রতি যত্নবান হোন। — [1165, 1976, 1298, 2014]
story-paragraph: বাদীপক্ষের আইনজীবী জানান, এ ঘটনায় নিহতের পরিবারের পক্ষ থেকে থানায় হত্যা মামলা দায়ের করা হয়েছিল। মামলায় মোট ২৩ জনকে আসামি করা হয়। অন্য আসামিদের গ্রেপ্তারে পুলিশের অভিযান অব্যাহত রয়েছে। আদালত প্রাঙ্গণে এ সময় বিপুল সংখ্যক নেতাকর্মী উপস্থিত ছিলেন। — [607, 313, 937, 374]
zodiac-text: বৃষ : পূর্বের প্রতিষ্ঠিত কাজে সাফল্য আসবে। বন্ধুদের সহায়তা পাবেন। স্বাস্থ্যের যত্ন নিন। — [1165, 1838, 1294, 1876]
horoscope-intro: আজ আপনার জন্ম হলে আপনি মিথুন রাশির জাতক/জাতিকা। আপনার উপর বুধ, শুক্র ও বৃহস্পতি গ্রহের বিশেষ প্রভাব রয়েছে। — [1136, 1643, 1486, 1668]
horoscope-box — [1126, 1508, 1496, 2419]
story-headline: অন্তঃসত্ত্বা গৃহবধূকে ধর্ষণের — [135, 1094, 338, 1115]
horoscope-astrologer: জ্যোতিষ কার্তিক কুমার রায় — [1162, 1605, 1460, 1633]
zodiac-item — [1315, 1791, 1486, 1832]
tithi-time: বৈকাল ০৬-২১-১৮ সে: পর্যন্ত, পরে প্রতিপদ আরম্ভ — [1206, 1768, 1416, 1780]
logo-top: দৈনিক — [26, 14, 65, 32]
story-paragraph: তিনি দীর্ঘদিন ধরে ডায়াবেটিস ও হৃদরোগে ভুগছিলেন। বাদ এশা পৌর ঈদগাহ মাঠে জানাজা শেষে তাকে পারিবারিক কবরস্থানে দাফন করা হয়। তার মৃত্যুতে পৌর মেয়রসহ বিভিন্ন রাজনৈতিক, সামাজিক ও সাংস্কৃতিক সংগঠনের নেতৃবৃন্দ গভীর শোক প্রকাশ করেছেন। — [954, 823, 1109, 921]
page-number-badge — [1397, 10, 1498, 75]
masthead-rule — [17, 82, 1495, 84]
story-paragraph: নিহতের পরিবার জানায়, জমিজমা নিয়ে বিরোধের জের ধরে বেশ কিছুদিন ধরে দুই পক্ষের মধ্যে বিরোধ চলছিল। এর আগে একটি মামলা দায়ের করা হলে তা তুলে নিতে চাপ দেওয়া হচ্ছিল। মামলা তুলে না নেওয়ায় চাচা মফিজুল ইসলাম ও তার ছেলেরা লাঠিসোটা নিয়ে হামলা চালায়। — [24, 242, 450, 287]
section-rule — [954, 2147, 1109, 2148]
story-s8 — [467, 1336, 590, 1643]
story-body — [954, 2194, 1109, 2373]
story-body — [607, 1585, 937, 1817]
story-photo — [833, 624, 937, 736]
continued-label: (শেষ পাতার পর) — [202, 584, 272, 596]
zodiac-item — [1315, 1883, 1486, 1924]
section-rule — [467, 1832, 590, 1833]
zodiac-sign-icon — [1315, 2021, 1339, 2045]
story-paragraph: কারাগারে। তারেকের দেশে নির্বাচনের পরিবেশ নেই। মানুষ নির্বাচনে ভোট দিতে পারে না। দেশের গণতন্ত্র এখন গোরস্থানে চলে গেছে বলে মন্তব্য করেন বক্তারা। — [607, 2132, 937, 2160]
zodiac-sign-icon — [1136, 1975, 1160, 1999]
